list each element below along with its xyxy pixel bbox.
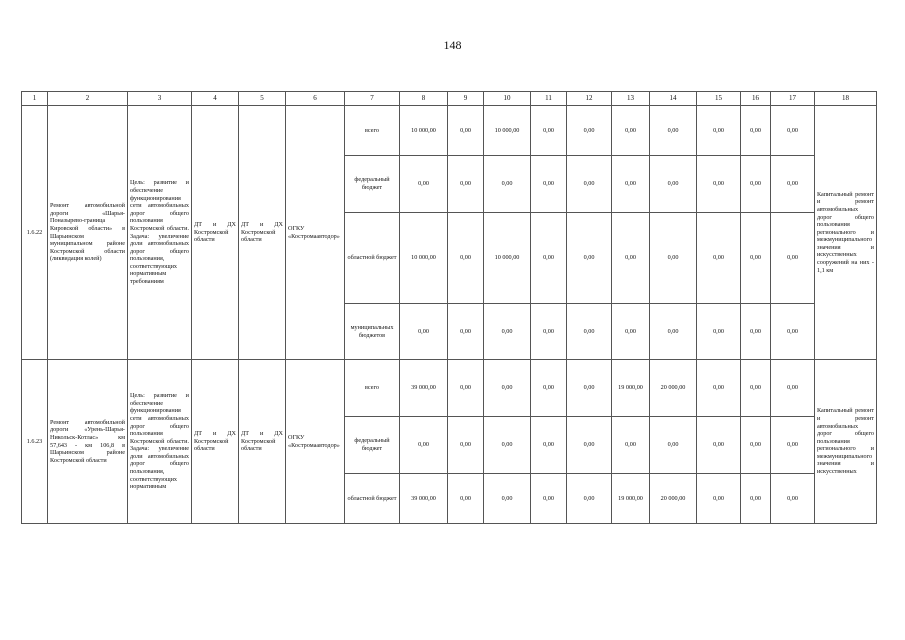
funding-source: всего (345, 360, 400, 417)
value-cell: 0,00 (612, 417, 650, 474)
value-cell: 0,00 (531, 156, 567, 213)
value-cell: 0,00 (484, 156, 531, 213)
measure-name: Ремонт автомобильной дороги «Урень-Шарья-Никольск-Котлас» км 57,643 - км 106,8 в Шарьинском районе Костромской области (48, 360, 128, 524)
value-cell: 19 000,00 (612, 474, 650, 524)
value-cell: 0,00 (697, 474, 741, 524)
value-cell: 0,00 (771, 474, 815, 524)
value-cell: 0,00 (697, 106, 741, 156)
value-cell: 20 000,00 (650, 360, 697, 417)
value-cell: 0,00 (771, 156, 815, 213)
value-cell: 0,00 (771, 213, 815, 304)
header-cell: 9 (448, 92, 484, 106)
value-cell: 20 000,00 (650, 474, 697, 524)
value-cell: 0,00 (741, 304, 771, 360)
value-cell: 0,00 (741, 213, 771, 304)
header-cell: 3 (128, 92, 192, 106)
value-cell: 0,00 (567, 156, 612, 213)
value-cell: 39 000,00 (400, 360, 448, 417)
value-cell: 0,00 (531, 304, 567, 360)
value-cell: 0,00 (612, 304, 650, 360)
value-cell: 0,00 (650, 304, 697, 360)
value-cell: 0,00 (650, 417, 697, 474)
value-cell: 0,00 (567, 106, 612, 156)
funding-source: федеральный бюджет (345, 156, 400, 213)
value-cell: 0,00 (771, 106, 815, 156)
value-cell: 0,00 (567, 474, 612, 524)
goal-task: Цель: развитие и обеспечение функционирования сети автомобильных дорог общего пользования Костромской области. Задача: увеличение доли автомобильных дорог общего пользования, соответствующих нормативным требованиям (128, 106, 192, 360)
table-row (22, 360, 877, 417)
responsible-executor: ДТ и ДХ Костромской области (192, 360, 239, 524)
value-cell: 0,00 (697, 417, 741, 474)
table-row (22, 106, 877, 156)
page-number: 148 (443, 38, 462, 52)
coexecutor: ДТ и ДХ Костромской области (239, 106, 286, 360)
header-cell: 12 (567, 92, 612, 106)
value-cell: 0,00 (697, 360, 741, 417)
value-cell: 0,00 (400, 304, 448, 360)
expected-result: Капитальный ремонт и ремонт автомобильных дорог общего пользования регионального и межмуниципального значения и искусственных сооружений на них - 1,1 км (815, 106, 877, 360)
program-table (21, 91, 877, 524)
header-cell: 1 (22, 92, 48, 106)
responsible-executor: ДТ и ДХ Костромской области (192, 106, 239, 360)
value-cell: 0,00 (771, 417, 815, 474)
value-cell: 0,00 (531, 474, 567, 524)
value-cell: 0,00 (531, 106, 567, 156)
measure-name: Ремонт автомобильной дороги «Шарья-Поназырево-граница Кировской области» в Шарьинском муниципальном районе Костромской области (ликвидация колей) (48, 106, 128, 360)
value-cell: 10 000,00 (484, 213, 531, 304)
value-cell: 0,00 (650, 156, 697, 213)
participant: ОГКУ «Костромаавтодор» (286, 106, 345, 360)
value-cell: 0,00 (741, 360, 771, 417)
header-cell: 13 (612, 92, 650, 106)
value-cell: 0,00 (741, 106, 771, 156)
funding-source: федеральный бюджет (345, 417, 400, 474)
value-cell: 0,00 (612, 156, 650, 213)
value-cell: 0,00 (448, 360, 484, 417)
funding-source: всего (345, 106, 400, 156)
value-cell: 10 000,00 (400, 213, 448, 304)
value-cell: 10 000,00 (400, 106, 448, 156)
value-cell: 0,00 (567, 417, 612, 474)
value-cell: 0,00 (400, 156, 448, 213)
value-cell: 0,00 (400, 417, 448, 474)
value-cell: 0,00 (741, 474, 771, 524)
value-cell: 0,00 (612, 213, 650, 304)
header-cell: 16 (741, 92, 771, 106)
value-cell: 0,00 (567, 304, 612, 360)
row-id: 1.6.22 (22, 106, 48, 360)
funding-source: областной бюджет (345, 213, 400, 304)
goal-task: Цель: развитие и обеспечение функционирования сети автомобильных дорог общего пользования Костромской области. Задача: увеличение доли автомобильных дорог общего пользования, соответствующих нормативным (128, 360, 192, 524)
coexecutor: ДТ и ДХ Костромской области (239, 360, 286, 524)
value-cell: 0,00 (484, 474, 531, 524)
value-cell: 0,00 (697, 304, 741, 360)
value-cell: 0,00 (484, 360, 531, 417)
value-cell: 0,00 (448, 474, 484, 524)
funding-source: муниципальных бюджетов (345, 304, 400, 360)
header-row (22, 92, 877, 106)
value-cell: 0,00 (771, 360, 815, 417)
header-cell: 7 (345, 92, 400, 106)
value-cell: 19 000,00 (612, 360, 650, 417)
value-cell: 0,00 (741, 417, 771, 474)
row-id: 1.6.23 (22, 360, 48, 524)
value-cell: 0,00 (567, 360, 612, 417)
value-cell: 0,00 (612, 106, 650, 156)
header-cell: 10 (484, 92, 531, 106)
value-cell: 0,00 (697, 156, 741, 213)
value-cell: 0,00 (531, 417, 567, 474)
value-cell: 0,00 (484, 417, 531, 474)
header-cell: 5 (239, 92, 286, 106)
header-cell: 6 (286, 92, 345, 106)
participant: ОГКУ «Костромаавтодор» (286, 360, 345, 524)
value-cell: 0,00 (448, 106, 484, 156)
value-cell: 0,00 (448, 417, 484, 474)
value-cell: 0,00 (484, 304, 531, 360)
value-cell: 0,00 (650, 106, 697, 156)
header-cell: 11 (531, 92, 567, 106)
value-cell: 10 000,00 (484, 106, 531, 156)
value-cell: 0,00 (567, 213, 612, 304)
value-cell: 0,00 (697, 213, 741, 304)
value-cell: 0,00 (741, 156, 771, 213)
value-cell: 0,00 (650, 213, 697, 304)
header-cell: 17 (771, 92, 815, 106)
expected-result: Капитальный ремонт и ремонт автомобильных дорог общего пользования регионального и межмуниципального значения и искусственных (815, 360, 877, 524)
header-cell: 4 (192, 92, 239, 106)
value-cell: 0,00 (448, 213, 484, 304)
value-cell: 0,00 (531, 213, 567, 304)
funding-source: областной бюджет (345, 474, 400, 524)
header-cell: 2 (48, 92, 128, 106)
value-cell: 0,00 (448, 156, 484, 213)
value-cell: 0,00 (771, 304, 815, 360)
header-cell: 8 (400, 92, 448, 106)
value-cell: 39 000,00 (400, 474, 448, 524)
header-cell: 14 (650, 92, 697, 106)
value-cell: 0,00 (531, 360, 567, 417)
value-cell: 0,00 (448, 304, 484, 360)
header-cell: 15 (697, 92, 741, 106)
header-cell: 18 (815, 92, 877, 106)
